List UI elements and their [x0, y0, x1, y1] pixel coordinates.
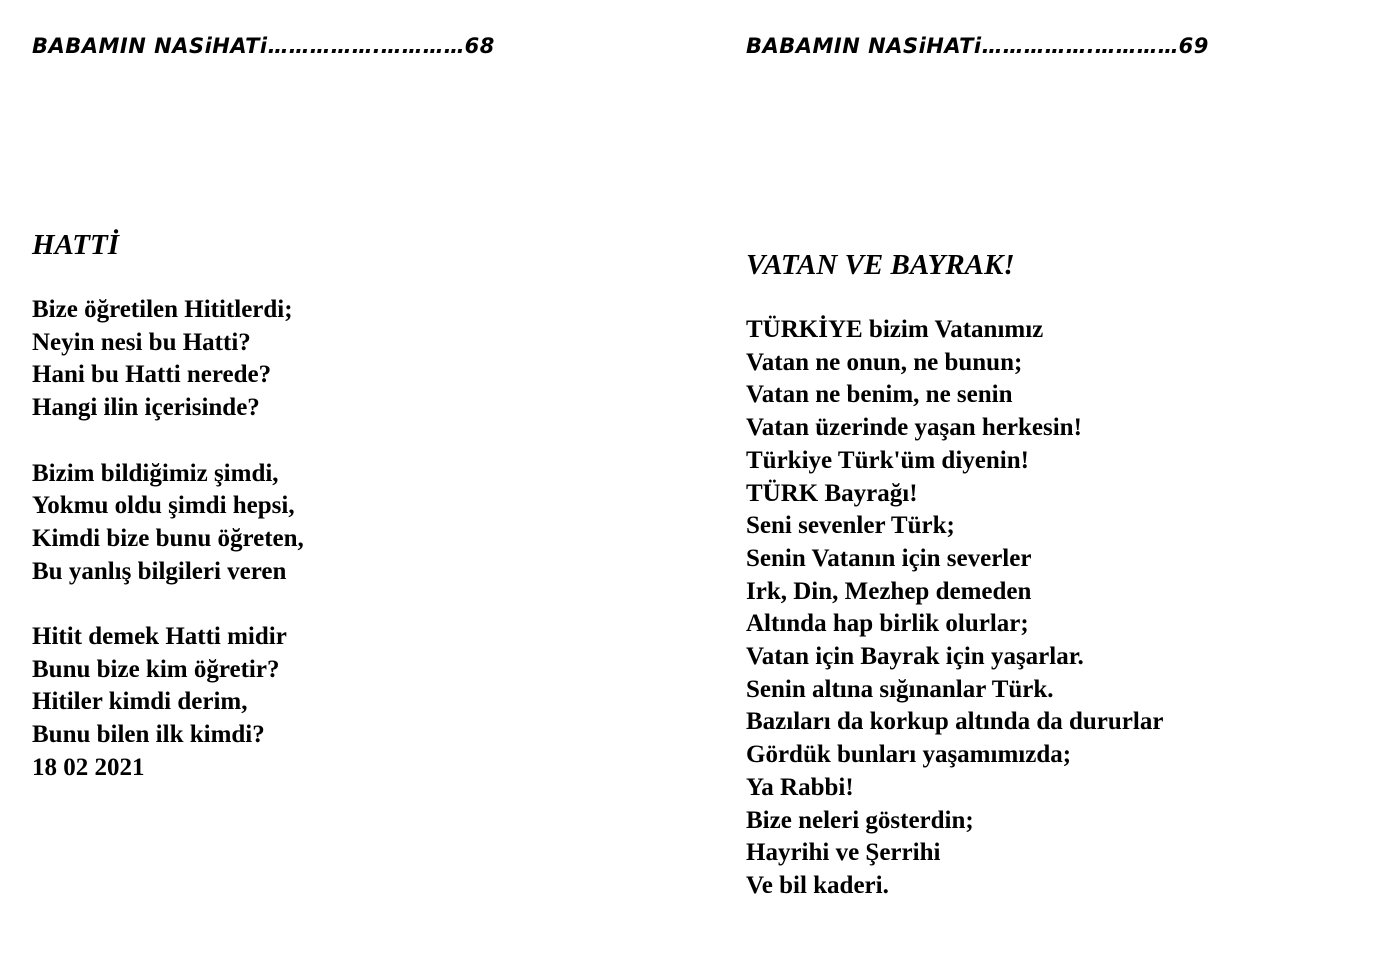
poem-line: Altında hap birlik olurlar;	[746, 610, 1029, 638]
poem-line: TÜRKİYE bizim Vatanımız	[746, 316, 1044, 343]
header-dot-leader: …………….…………	[267, 34, 465, 58]
poem-line: Bizim bildiğimiz şimdi,	[32, 459, 279, 487]
poem-line: Senin altına sığınanlar Türk.	[746, 675, 1054, 703]
stanza	[32, 621, 304, 785]
poem-body	[746, 314, 1163, 935]
poem-line: Vatan üzerinde yaşan herkesin!	[746, 414, 1082, 442]
poem-line: 18 02 2021	[32, 753, 145, 781]
page-number: 69	[1178, 34, 1209, 58]
stanza	[746, 314, 1163, 903]
poem-line: Bize öğretilen Hititlerdi;	[32, 296, 293, 323]
poem-line: Seni sevenler Türk;	[746, 512, 955, 540]
poem-line: Vatan ne onun, ne bunun;	[746, 348, 1023, 376]
poem-line: Neyin nesi bu Hatti?	[32, 328, 251, 356]
poem-line: Bunu bize kim öğretir?	[32, 655, 280, 683]
poem-line: Hangi ilin içerisinde?	[32, 394, 260, 422]
poem-line: Senin Vatanın için severler	[746, 544, 1032, 572]
poem-line: Gördük bunları yaşamımızda;	[746, 741, 1072, 769]
poem-line: Ve bil kaderi.	[746, 871, 889, 899]
poem-title: VATAN VE BAYRAK!	[746, 249, 1015, 281]
stanza	[32, 458, 304, 589]
poem-line: Bazıları da korkup altında da dururlar	[746, 708, 1164, 736]
poem-line: Vatan için Bayrak için yaşarlar.	[746, 643, 1084, 671]
right-page	[746, 0, 1366, 973]
header-dot-leader: …………….…………	[981, 34, 1179, 58]
poem-line: Hitit demek Hatti midir	[32, 623, 287, 650]
poem-line: Kimdi bize bunu öğreten,	[32, 524, 304, 552]
poem-line: Bu yanlış bilgileri veren	[32, 557, 287, 585]
left-page	[32, 0, 672, 973]
poem-line: Irk, Din, Mezhep demeden	[746, 577, 1032, 605]
poem-line: Ya Rabbi!	[746, 773, 854, 801]
poem-title: HATTİ	[32, 229, 120, 261]
stanza	[32, 294, 304, 425]
running-header	[32, 31, 495, 61]
poem-line: Türkiye Türk'üm diyenin!	[746, 446, 1029, 474]
poem-body	[32, 294, 304, 817]
poem-line: Hayrihi ve Şerrihi	[746, 839, 941, 867]
poem-line: TÜRK Bayrağı!	[746, 479, 918, 507]
poem-line: Bize neleri gösterdin;	[746, 806, 974, 834]
poem-line: Vatan ne benim, ne senin	[746, 381, 1013, 409]
poem-line: Yokmu oldu şimdi hepsi,	[32, 492, 295, 520]
poem-line: Bunu bilen ilk kimdi?	[32, 721, 265, 749]
header-title: BABAMIN NASiHATi	[746, 34, 982, 58]
poem-line: Hitiler kimdi derim,	[32, 688, 248, 716]
page-number: 68	[464, 34, 495, 58]
poem-line: Hani bu Hatti nerede?	[32, 361, 272, 389]
running-header	[746, 31, 1209, 61]
header-title: BABAMIN NASiHATi	[32, 34, 268, 58]
